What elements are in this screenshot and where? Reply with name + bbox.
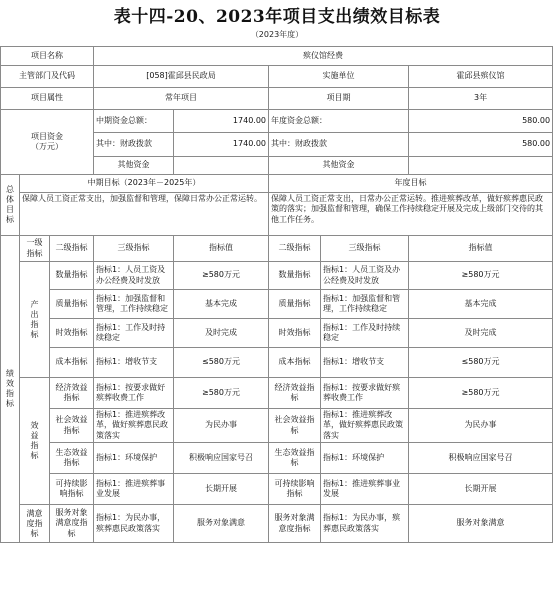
performance-target-table [0,46,553,543]
level2-cell-year: 社会效益指标 [269,409,321,443]
mid-target-text: 保障人员工资正常支出，加强监督和管理，保障日常办公正常运转。 [20,193,269,236]
page-title: 表十四-20、2023年项目支出绩效目标表 [113,7,441,27]
year-target-text: 保障人员工资正常支出，日常办公正常运转。推进殡葬改革，做好殡葬惠民政策的落实；加强监督和管理，确保工作持续稳定开展及完成上级部门交待的其他工作任务。 [269,193,553,236]
indicator-row [1,443,553,474]
level3-cell-year: 指标1：推进殡葬改革，做好殡葬惠民政策落实 [321,409,409,443]
level3-cell: 指标1：推进殡葬改革，做好殡葬惠民政策落实 [94,409,174,443]
value-cell-year: ≥580万元 [409,378,553,409]
benefit-indicator-label: 效 益 指 标 [20,378,50,505]
output-indicator-label: 产 出 指 标 [20,262,50,378]
value-cell: 积极响应国家号召 [174,443,269,474]
level2-cell-year: 经济效益指标 [269,378,321,409]
value-cell: 及时完成 [174,319,269,348]
page-subtitle: （2023年度） [250,30,304,39]
value-cell: 基本完成 [174,290,269,319]
level2-cell-year: 生态效益指标 [269,443,321,474]
value-cell-year: 基本完成 [409,290,553,319]
level2-cell-year: 服务对象满意度指标 [269,505,321,543]
overall-target-label: 总 体 目 标 [1,175,20,236]
project-funds-label: 项目资金 （万元） [1,110,94,175]
level3-cell: 指标1：人员工资及办公经费及时发放 [94,262,174,290]
project-name-value: 殡仪馆经费 [94,47,553,66]
level3-cell: 指标1：为民办事，殡葬惠民政策落实 [94,505,174,543]
value-cell: ≥580万元 [174,262,269,290]
level3-cell-year: 指标1：工作及时持续稳定 [321,319,409,348]
mid-total-label: 中期资金总额： [94,110,174,133]
indicator-row [1,505,553,543]
value-cell: ≤580万元 [174,348,269,378]
level2-cell: 时效指标 [50,319,94,348]
level2-cell-year: 质量指标 [269,290,321,319]
value-cell-year: 长期开展 [409,474,553,505]
year-other-label: 其他资金 [269,157,409,175]
level3-cell-year: 指标1：为民办事，殡葬惠民政策落实 [321,505,409,543]
level3-cell-year: 指标1：推进殡葬事业发展 [321,474,409,505]
level2-cell: 社会效益指标 [50,409,94,443]
level2-cell-year: 数量指标 [269,262,321,290]
level2-cell: 经济效益指标 [50,378,94,409]
value-cell-year: ≤580万元 [409,348,553,378]
indicator-row [1,262,553,290]
level3-cell: 指标1：加强监督和管理，工作持续稳定 [94,290,174,319]
level3-cell: 指标1：推进殡葬事业发展 [94,474,174,505]
indicator-row [1,319,553,348]
level3-header-year: 三级指标 [321,236,409,262]
value-cell-year: ≥580万元 [409,262,553,290]
year-total-label: 年度资金总额： [269,110,409,133]
mid-fiscal-label: 其中：财政拨款 [94,133,174,157]
project-attribute-value: 常年项目 [94,88,269,110]
level3-cell-year: 指标1：人员工资及办公经费及时发放 [321,262,409,290]
value-cell-year: 积极响应国家号召 [409,443,553,474]
level2-cell-year: 成本指标 [269,348,321,378]
value-cell-year: 为民办事 [409,409,553,443]
satisfaction-indicator-label: 满意 度指 标 [20,505,50,543]
project-period-label: 项目期 [269,88,409,110]
value-cell: ≥580万元 [174,378,269,409]
year-other-value [409,157,553,175]
project-attribute-label: 项目属性 [1,88,94,110]
level3-cell: 指标1：按要求做好殡葬收费工作 [94,378,174,409]
value-header: 指标值 [174,236,269,262]
project-period-value: 3年 [409,88,553,110]
indicator-row [1,348,553,378]
value-cell: 为民办事 [174,409,269,443]
level2-cell: 生态效益指标 [50,443,94,474]
department-value: [058]霍邱县民政局 [94,66,269,88]
level3-cell-year: 指标1：增收节支 [321,348,409,378]
indicator-row [1,290,553,319]
project-name-label: 项目名称 [1,47,94,66]
level2-cell: 可持续影响指标 [50,474,94,505]
level1-header: 一级 指标 [20,236,50,262]
mid-other-value [174,157,269,175]
level3-cell: 指标1：环境保护 [94,443,174,474]
level2-cell: 服务对象满意度指标 [50,505,94,543]
level3-cell: 指标1：增收节支 [94,348,174,378]
level2-cell-year: 可持续影响指标 [269,474,321,505]
mid-other-label: 其他资金 [94,157,174,175]
department-label: 主管部门及代码 [1,66,94,88]
year-fiscal-label: 其中：财政拨款 [269,133,409,157]
mid-total-value: 1740.00 [174,110,269,133]
level2-cell: 数量指标 [50,262,94,290]
value-cell: 长期开展 [174,474,269,505]
level2-header-year: 二级指标 [269,236,321,262]
year-target-header: 年度目标 [269,175,553,193]
indicator-row [1,474,553,505]
value-header-year: 指标值 [409,236,553,262]
level3-header: 三级指标 [94,236,174,262]
level3-cell-year: 指标1：环境保护 [321,443,409,474]
implementer-value: 霍邱县殡仪馆 [409,66,553,88]
indicator-row [1,378,553,409]
indicator-row [1,409,553,443]
level3-cell: 指标1：工作及时持续稳定 [94,319,174,348]
level3-cell-year: 指标1：加强监督和管理，工作持续稳定 [321,290,409,319]
value-cell-year: 服务对象满意 [409,505,553,543]
implementer-label: 实施单位 [269,66,409,88]
level2-cell-year: 时效指标 [269,319,321,348]
mid-fiscal-value: 1740.00 [174,133,269,157]
level2-cell: 成本指标 [50,348,94,378]
level2-header: 二级指标 [50,236,94,262]
level2-cell: 质量指标 [50,290,94,319]
mid-target-header: 中期目标（2023年－2025年） [20,175,269,193]
year-fiscal-value: 580.00 [409,133,553,157]
value-cell-year: 及时完成 [409,319,553,348]
value-cell: 服务对象满意 [174,505,269,543]
year-total-value: 580.00 [409,110,553,133]
performance-indicator-label: 绩 效 指 标 [1,236,20,543]
level3-cell-year: 指标1：按要求做好殡葬收费工作 [321,378,409,409]
